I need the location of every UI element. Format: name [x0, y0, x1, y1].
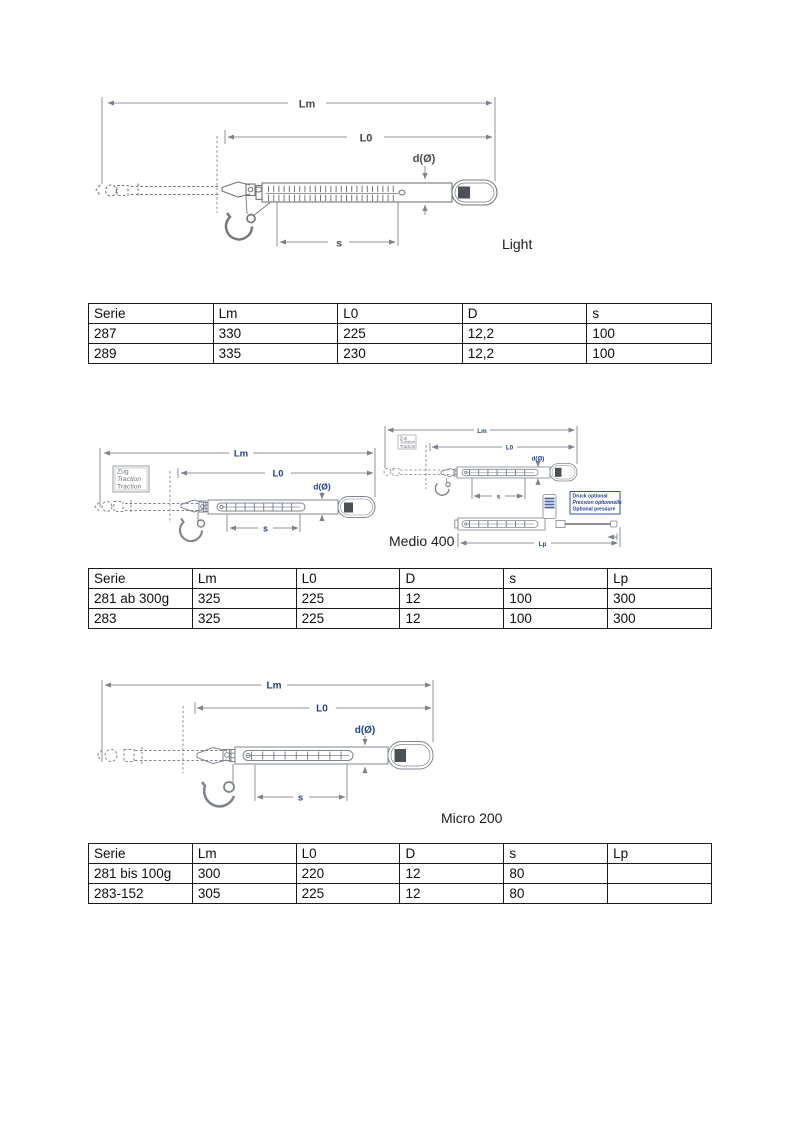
table-cell: 325 — [192, 589, 296, 609]
micro-tube — [230, 747, 389, 764]
medio-scale-drawing — [95, 497, 375, 542]
table-cell: 289 — [89, 344, 214, 364]
micro-dim-label-d: d(Ø) — [354, 725, 376, 736]
medio-spec-table — [88, 568, 712, 629]
table-cell: 300 — [608, 609, 712, 629]
table-header-row — [89, 569, 712, 589]
medio-small-dim-label-l0: L0 — [505, 444, 514, 452]
medio-small-dim-label-lm: Lm — [477, 427, 487, 435]
zug-box-line2: Traction — [117, 476, 142, 483]
table-cell: 100 — [587, 324, 712, 344]
table-row — [89, 609, 712, 629]
column-header: L0 — [296, 844, 400, 864]
medio-diagram — [88, 420, 640, 560]
table-cell: 220 — [296, 864, 400, 884]
micro-dimension-lines — [102, 680, 433, 801]
table-cell: 225 — [338, 324, 463, 344]
light-dim-label-l0: L0 — [359, 132, 373, 145]
medio-small-zug-box — [398, 435, 416, 449]
table-cell: 230 — [338, 344, 463, 364]
column-header: Lm — [192, 844, 296, 864]
light-dim-label-s: s — [336, 237, 342, 250]
column-header: s — [504, 844, 608, 864]
table-cell: 80 — [504, 864, 608, 884]
light-tube — [256, 183, 452, 202]
column-header: Lp — [608, 844, 712, 864]
medio-extended-hook-dashed — [95, 500, 198, 514]
medio-load-hook — [180, 512, 204, 541]
table-cell: 283 — [89, 609, 193, 629]
medio-small-load-hook — [435, 478, 450, 495]
medio-zug-box — [113, 466, 149, 492]
table-row — [89, 884, 712, 904]
table-cell: 12 — [400, 589, 504, 609]
table-cell: 100 — [504, 609, 608, 629]
table-cell: 12,2 — [462, 324, 587, 344]
table-cell: 325 — [192, 609, 296, 629]
table-cell: 281 bis 100g — [89, 864, 193, 884]
table-cell: 283-152 — [89, 884, 193, 904]
light-dim-label-lm: Lm — [298, 98, 316, 111]
table-cell: 281 ab 300g — [89, 589, 193, 609]
table-cell: 225 — [296, 884, 400, 904]
column-header: Lp — [608, 569, 712, 589]
column-header: L0 — [296, 569, 400, 589]
table-cell: 100 — [587, 344, 712, 364]
light-dimension-lines — [102, 97, 495, 246]
table-cell: 300 — [192, 864, 296, 884]
medio-handle — [338, 497, 375, 518]
table-cell — [608, 884, 712, 904]
table-row — [89, 324, 712, 344]
table-cell: 225 — [296, 589, 400, 609]
light-caption: Light — [502, 236, 533, 252]
medio-druck-box — [570, 492, 622, 515]
zug-box-line1: Zug — [399, 435, 408, 441]
medio-small-dim-label-s: s — [496, 493, 501, 501]
micro-caption: Micro 200 — [441, 810, 503, 826]
zug-box-line1: Zug — [117, 468, 129, 476]
table-cell: 12 — [400, 884, 504, 904]
column-header: Serie — [89, 569, 193, 589]
table-cell: 12,2 — [462, 344, 587, 364]
medio-small-tube — [454, 467, 550, 478]
druck-box-line1: Druck optional — [572, 493, 608, 500]
micro-dim-label-s: s — [297, 792, 304, 804]
table-header-row — [89, 844, 712, 864]
table-cell: 287 — [89, 324, 214, 344]
column-header: s — [504, 569, 608, 589]
table-cell: 100 — [504, 589, 608, 609]
micro-load-hook — [202, 764, 234, 806]
light-scale-drawing — [96, 180, 497, 239]
medio-dim-label-l0: L0 — [272, 468, 284, 480]
micro-spec-table — [88, 843, 712, 904]
table-cell: 300 — [608, 589, 712, 609]
table-cell — [608, 864, 712, 884]
table-row — [89, 344, 712, 364]
zug-box-line2: Traction — [399, 439, 416, 445]
column-header: s — [587, 304, 712, 324]
druck-box-line2: Pression optionnelle — [572, 500, 622, 506]
column-header: Serie — [89, 304, 214, 324]
table-cell: 80 — [504, 884, 608, 904]
medio-small-handle — [550, 464, 577, 482]
table-cell: 330 — [213, 324, 338, 344]
light-extended-hook-dashed — [96, 184, 220, 198]
medio-dim-label-s: s — [262, 523, 269, 534]
table-cell: 12 — [400, 864, 504, 884]
medio-caption: Medio 400 — [389, 533, 455, 549]
medio-dim-label-d: d(Ø) — [313, 481, 331, 492]
druck-box-line3: Optional pressure — [572, 506, 616, 513]
micro-handle — [388, 742, 433, 770]
zug-box-line3: Traction — [117, 483, 142, 491]
column-header: D — [400, 569, 504, 589]
light-diagram — [88, 90, 720, 260]
light-spec-table — [88, 303, 712, 364]
table-cell: 225 — [296, 609, 400, 629]
light-handle — [452, 180, 497, 205]
zug-box-line3: Traction — [399, 444, 416, 450]
micro-dim-label-l0: L0 — [316, 703, 328, 715]
column-header: Lm — [213, 304, 338, 324]
medio-tube — [204, 500, 339, 514]
column-header: D — [400, 844, 504, 864]
table-row — [89, 589, 712, 609]
table-cell: 12 — [400, 609, 504, 629]
medio-dim-label-lm: Lm — [233, 448, 249, 460]
micro-diagram — [88, 672, 560, 830]
table-cell: 305 — [192, 884, 296, 904]
medio-clip — [181, 500, 209, 512]
table-cell: 335 — [213, 344, 338, 364]
medio-small-dim-label-lp: Lp — [538, 540, 547, 548]
column-header: Serie — [89, 844, 193, 864]
column-header: D — [462, 304, 587, 324]
micro-dim-label-lm: Lm — [266, 680, 282, 692]
table-row — [89, 864, 712, 884]
table-header-row — [89, 304, 712, 324]
light-dim-label-d: d(Ø) — [412, 153, 436, 165]
column-header: Lm — [192, 569, 296, 589]
column-header: L0 — [338, 304, 463, 324]
medio-small-dim-label-d: d(Ø) — [531, 455, 545, 463]
